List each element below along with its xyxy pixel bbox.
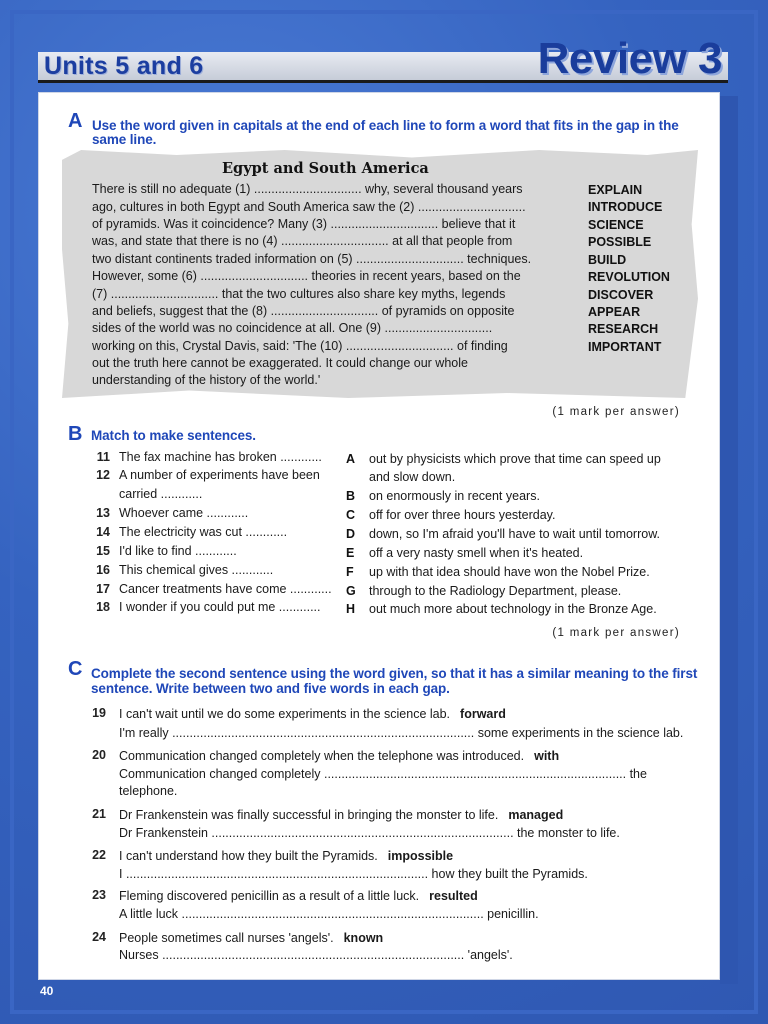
section-a-instruction-line: same line. [92, 132, 157, 147]
sentence-start: carried ............ [119, 487, 203, 501]
second-sentence: A little luck ....................................................................................... penicillin. [119, 907, 539, 921]
key-word: known [343, 931, 384, 945]
key-word: resulted [429, 889, 478, 903]
passage-line: However, some (6) ............................... theories in recent years, based on the [92, 269, 521, 283]
option-letter: G [346, 584, 356, 598]
sentence-start: Cancer treatments have come ............ [119, 582, 332, 596]
first-sentence-text: I can't wait until we do some experiments in the science lab. [119, 707, 451, 721]
first-sentence [119, 889, 478, 903]
passage-line: understanding of the history of the world.' [92, 373, 321, 387]
section-c-instruction-line: sentence. Write between two and five words in each gap. [91, 681, 450, 696]
capital-word: EXPLAIN [588, 183, 643, 197]
sentence-ending: up with that idea should have won the Nobel Prize. [369, 565, 650, 579]
sentence-start: The electricity was cut ............ [119, 525, 288, 539]
capital-word: IMPORTANT [588, 340, 662, 354]
second-sentence: Dr Frankenstein ....................................................................................... the monster to life. [119, 826, 620, 840]
first-sentence-text: Fleming discovered penicillin as a result of a little luck. [119, 889, 420, 903]
capital-word: BUILD [588, 253, 627, 267]
sentence-start: I wonder if you could put me ............ [119, 600, 321, 614]
passage-line: out the truth here cannot be exaggerated. It could change our whole [92, 356, 468, 370]
passage-title: Egypt and South America [222, 160, 429, 177]
section-b-letter: B [68, 423, 83, 445]
section-a-marks: (1 mark per answer) [552, 406, 680, 418]
passage-line: and beliefs, suggest that the (8) ............................... of pyramids on opposite [92, 304, 515, 318]
section-b-marks: (1 mark per answer) [552, 627, 680, 639]
second-sentence: Communication changed completely ....................................................................................... the [119, 767, 647, 781]
item-number: 20 [92, 748, 106, 762]
capital-word: INTRODUCE [588, 200, 663, 214]
key-word: forward [460, 707, 506, 721]
item-number: 21 [92, 807, 106, 821]
first-sentence-text: Dr Frankenstein was finally successful in bringing the monster to life. [119, 808, 499, 822]
option-letter: D [346, 527, 356, 541]
item-number: 14 [96, 525, 110, 539]
item-number: 23 [92, 888, 106, 902]
sentence-start: A number of experiments have been [119, 468, 320, 482]
first-sentence [119, 808, 563, 822]
sentence-start: This chemical gives ............ [119, 563, 274, 577]
second-sentence: I ....................................................................................... how they built the Pyramids. [119, 867, 588, 881]
option-letter: C [346, 508, 356, 522]
first-sentence [119, 849, 453, 863]
option-letter: H [346, 602, 356, 616]
key-word: managed [508, 808, 564, 822]
item-number: 17 [96, 582, 110, 596]
option-letter: B [346, 489, 356, 503]
item-number: 18 [96, 600, 110, 614]
passage-line: There is still no adequate (1) ............................... why, several thousand years [92, 182, 523, 196]
key-word: with [534, 749, 560, 763]
first-sentence-text: I can't understand how they built the Pyramids. [119, 849, 378, 863]
sentence-ending: off a very nasty smell when it's heated. [369, 546, 584, 560]
review-title: Review 3 [537, 34, 722, 83]
section-a-instruction-line: Use the word given in capitals at the end of each line to form a word that fits in the gap in the [92, 118, 679, 133]
sentence-ending: off for over three hours yesterday. [369, 508, 556, 522]
first-sentence-text: Communication changed completely when the telephone was introduced. [119, 749, 525, 763]
sentence-ending: out much more about technology in the Bronze Age. [369, 602, 657, 616]
section-a-letter: A [68, 110, 83, 132]
sentence-ending: out by physicists which prove that time can speed up [369, 452, 661, 466]
sentence-start: The fax machine has broken ............ [119, 450, 322, 464]
passage-line: working on this, Crystal Davis, said: 'The (10) ............................... of finding [92, 339, 508, 353]
item-number: 12 [96, 468, 110, 482]
section-c-letter: C [68, 658, 83, 680]
units-title: Units 5 and 6 [44, 52, 204, 80]
first-sentence-text: People sometimes call nurses 'angels'. [119, 931, 334, 945]
panel-shadow [720, 96, 738, 984]
capital-word: APPEAR [588, 305, 641, 319]
second-sentence-continued: telephone. [119, 784, 178, 798]
first-sentence [119, 931, 383, 945]
sentence-ending: and slow down. [369, 470, 456, 484]
sentence-start: I'd like to find ............ [119, 544, 237, 558]
option-letter: F [346, 565, 354, 579]
capital-word: SCIENCE [588, 218, 644, 232]
option-letter: A [346, 452, 356, 466]
passage-line: was, and state that there is no (4) ............................... at all that people from [92, 234, 513, 248]
first-sentence [119, 749, 559, 763]
item-number: 16 [96, 563, 110, 577]
option-letter: E [346, 546, 355, 560]
sentence-ending: through to the Radiology Department, please. [369, 584, 622, 598]
passage-line: ago, cultures in both Egypt and South America saw the (2) ............................... [92, 200, 526, 214]
sentence-ending: on enormously in recent years. [369, 489, 540, 503]
item-number: 11 [96, 450, 110, 464]
sentence-start: Whoever came ............ [119, 506, 249, 520]
sentence-ending: down, so I'm afraid you'll have to wait until tomorrow. [369, 527, 661, 541]
section-c-instruction-line: Complete the second sentence using the word given, so that it has a similar meaning to the first [91, 666, 698, 681]
capital-word: RESEARCH [588, 322, 659, 336]
first-sentence [119, 707, 506, 721]
passage-line: of pyramids. Was it coincidence? Many (3) ............................... believe that it [92, 217, 516, 231]
section-b-instruction: Match to make sentences. [91, 428, 256, 443]
item-number: 22 [92, 848, 106, 862]
item-number: 13 [96, 506, 110, 520]
key-word: impossible [387, 849, 454, 863]
item-number: 15 [96, 544, 110, 558]
passage-line: sides of the world was no coincidence at all. One (9) ............................... [92, 321, 493, 335]
capital-word: POSSIBLE [588, 235, 652, 249]
second-sentence: I'm really ....................................................................................... some experiments in the science lab. [119, 726, 684, 740]
passage-line: two distant continents traded information on (5) ............................... techniques. [92, 252, 532, 266]
page-number: 40 [40, 984, 54, 998]
second-sentence: Nurses ....................................................................................... 'angels'. [119, 948, 513, 962]
passage-line: (7) ............................... that the two cultures also share key myths, legends [92, 287, 506, 301]
item-number: 24 [92, 930, 106, 944]
capital-word: REVOLUTION [588, 270, 670, 284]
item-number: 19 [92, 706, 106, 720]
capital-word: DISCOVER [588, 288, 654, 302]
